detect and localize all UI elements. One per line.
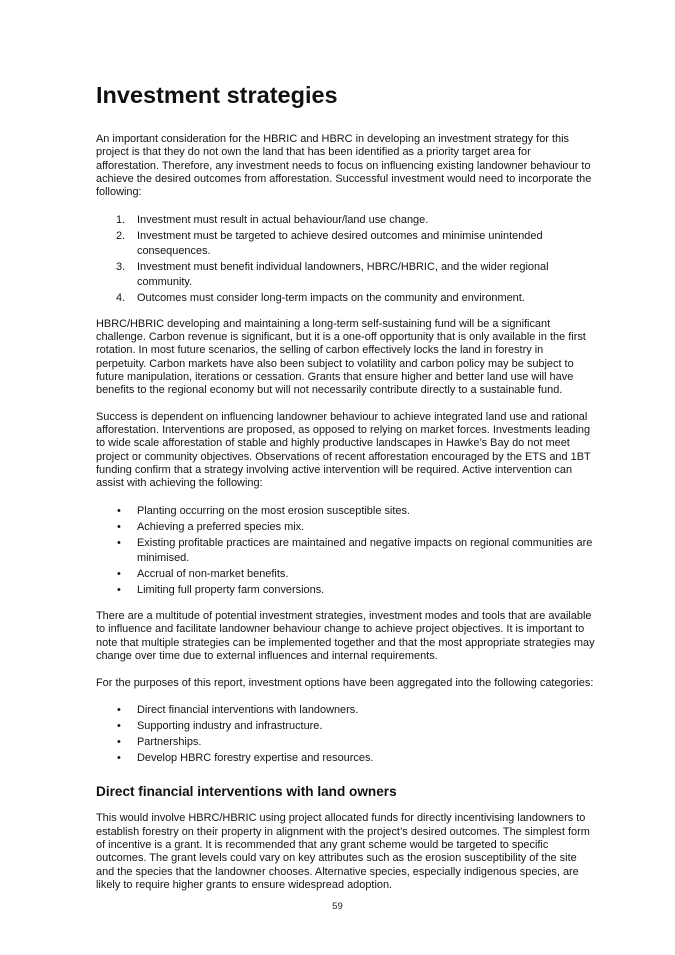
list-item-text: Partnerships. [137,736,202,749]
list-item [96,504,596,519]
section-heading: Direct financial interventions with land owners [96,784,397,800]
list-number: 3. [116,260,126,273]
list-item [96,229,596,259]
list-item-text: Direct financial interventions with landowners. [137,703,359,716]
bullet-icon: • [117,568,121,581]
list-number: 4. [116,291,126,304]
list-item-text: Supporting industry and infrastructure. [137,720,323,733]
bullet-icon: • [117,703,121,716]
list-item [96,520,596,535]
list-item-text: Develop HBRC forestry expertise and resources. [137,752,374,765]
page-content [96,80,596,905]
list-item-text: Achieving a preferred species mix. [137,520,305,533]
list-item-text: Outcomes must consider long-term impacts on the community and environment. [137,291,525,304]
list-item-text: Existing profitable practices are maintained and negative impacts on regional communities are minimised. [137,537,593,564]
fund-paragraph: HBRC/HBRIC developing and maintaining a long-term self-sustaining fund will be a significant challenge. Carbon revenue is significant, but it is a one-off opportunity that is only available in the first rotation. In most future scenarios, the selling of carbon effectively locks the land in forestry in perpetuity. Carbon markets have also been subject to volatility and carbon policy may be subject to future manipulation, iterations or cessation. Grants that ensure higher and better land use will have benefits to the regional economy but will not necessarily contribute directly to a sustainable fund. [96,317,586,397]
list-item-text: Limiting full property farm conversions. [137,584,325,597]
list-item [96,751,596,766]
page-number: 59 [332,901,343,912]
list-item-text: Investment must result in actual behaviour/land use change. [137,213,429,226]
bullet-icon: • [117,520,121,533]
list-item [96,703,596,718]
page-title: Investment strategies [96,82,338,108]
list-item [96,536,596,566]
list-number: 2. [116,229,126,242]
list-item-text: Investment must benefit individual landowners, HBRC/HBRIC, and the wider regional community. [137,260,549,288]
bullet-icon: • [117,537,121,550]
list-item [96,213,596,228]
list-item [96,735,596,750]
list-item [96,719,596,734]
list-item [96,583,596,598]
list-item-text: Planting occurring on the most erosion susceptible sites. [137,504,410,517]
bullet-icon: • [117,752,121,765]
bullet-icon: • [117,720,121,733]
direct-paragraph: This would involve HBRC/HBRIC using project allocated funds for directly incentivising landowners to establish forestry on their property in alignment with the project’s desired outcomes. The simplest form of incentive is a grant. It is recommended that any grant scheme would be targeted to specific outcomes. The grant levels could vary on key attributes such as the erosion susceptibility of the site and the species that the landowner chooses. Alternative species, especially indigenous species, are likely to require higher grants to ensure widespread adoption. [96,812,590,891]
list-item [96,567,596,582]
list-item-text: Investment must be targeted to achieve desired outcomes and minimise unintended consequences. [137,229,543,257]
success-paragraph: Success is dependent on influencing landowner behaviour to achieve integrated land use and rational afforestation. Interventions are proposed, as opposed to relying on market forces. Investments leading to wide scale afforestation of stable and highly productive landscapes in Hawke’s Bay do not meet project or community objectives. Observations of recent afforestation encouraged by the ETS and 1BT funding confirm that a strategy involving active intervention will be required. Active intervention can assist with achieving the following: [96,410,591,490]
categories-list [96,703,596,766]
intro-paragraph: An important consideration for the HBRIC and HBRC in developing an investment strategy for this project is that they do not own the land that has been identified as a priority target area for afforestation. Therefore, any investment needs to focus on influencing existing landowner behaviour to achieve the desired outcomes from afforestation. Successful investment would need to incorporate the following: [96,133,592,199]
objectives-list [96,504,596,598]
bullet-icon: • [117,736,121,749]
purposes-paragraph: For the purposes of this report, investment options have been aggregated into the following categories: [96,676,594,689]
list-item [96,291,596,306]
bullet-icon: • [117,504,121,517]
list-item [96,260,596,290]
list-number: 1. [116,213,126,226]
requirements-list [96,213,596,306]
bullet-icon: • [117,584,121,597]
multitude-paragraph: There are a multitude of potential investment strategies, investment modes and tools that are available to influence and facilitate landowner behaviour change to achieve project objectives. It is important to note that multiple strategies can be implemented together and that the most appropriate strategies may change over time due to external influences and internal requirements. [96,610,595,663]
list-item-text: Accrual of non-market benefits. [137,568,289,581]
